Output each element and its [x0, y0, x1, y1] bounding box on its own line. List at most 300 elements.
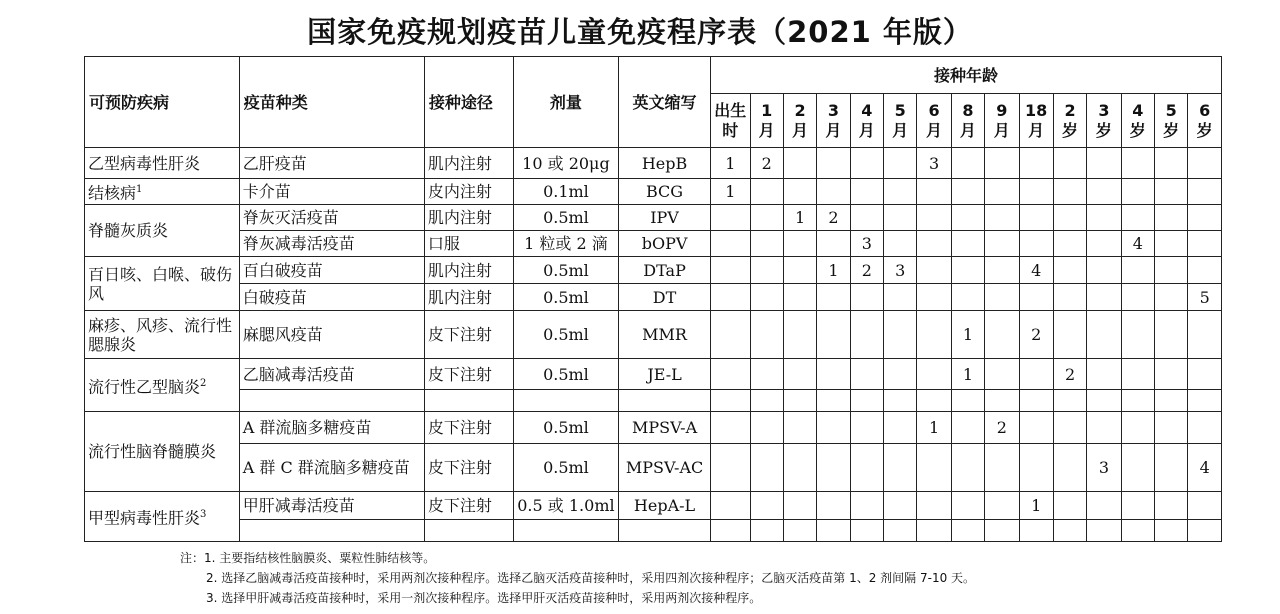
age-unit: 岁 [1095, 120, 1112, 140]
dose-cell [951, 257, 984, 284]
dose-cell [985, 520, 1019, 542]
dose-cell [817, 179, 850, 205]
dose-cell [850, 205, 883, 231]
dose-cell [1053, 390, 1086, 412]
dose-cell [1121, 179, 1154, 205]
dose-cell [1121, 284, 1154, 311]
dose-cell [783, 284, 816, 311]
footnote-marker: 3 [200, 509, 207, 521]
dose-cell [1188, 311, 1222, 359]
dose-cell [1053, 412, 1086, 444]
vaccine-cell: 百白破疫苗 [239, 257, 424, 284]
age-value: 2 [794, 100, 806, 120]
age-header-2 [783, 94, 816, 148]
dose-cell [951, 390, 984, 412]
dose-cell: 0.5ml [513, 444, 618, 492]
dose-cell: 0.5ml [513, 311, 618, 359]
age-header-8 [985, 94, 1019, 148]
dose-cell [1155, 257, 1188, 284]
age-unit: 月 [825, 120, 842, 140]
disease-cell-mening [85, 412, 240, 492]
age-unit: 时 [722, 120, 739, 140]
age-header-14 [1188, 94, 1222, 148]
table-row [85, 444, 1222, 492]
dose-cell [1053, 148, 1086, 179]
dose-cell [750, 179, 783, 205]
dose-cell [985, 444, 1019, 492]
dose-cell [1155, 284, 1188, 311]
header-dose: 剂量 [513, 57, 618, 148]
dose-cell: 10 或 20μg [513, 148, 618, 179]
dose-cell: 0.5ml [513, 359, 618, 390]
dose-cell: 0.5ml [513, 284, 618, 311]
age-unit: 岁 [1163, 120, 1180, 140]
dose-cell: 1 [711, 148, 750, 179]
table-row [85, 359, 1222, 390]
route-cell: 皮下注射 [424, 492, 513, 520]
dose-cell [1019, 359, 1053, 390]
dose-cell [850, 390, 883, 412]
age-header-13 [1155, 94, 1188, 148]
dose-cell: 2 [750, 148, 783, 179]
dose-cell [1087, 359, 1121, 390]
dose-cell [917, 311, 951, 359]
abbr-cell: MPSV-A [619, 412, 711, 444]
dose-cell: 4 [1121, 231, 1154, 257]
header-route: 接种途径 [424, 57, 513, 148]
age-value: 2 [1064, 100, 1076, 120]
dose-cell: 4 [1188, 444, 1222, 492]
dose-cell [951, 231, 984, 257]
header-vaccine: 疫苗种类 [239, 57, 424, 148]
dose-cell [1155, 179, 1188, 205]
dose-cell [817, 520, 850, 542]
dose-cell: 1 [1019, 492, 1053, 520]
age-header-7 [951, 94, 984, 148]
dose-cell [750, 444, 783, 492]
vaccine-cell: 乙肝疫苗 [239, 148, 424, 179]
age-unit: 岁 [1062, 120, 1079, 140]
dose-cell [783, 179, 816, 205]
dose-cell [711, 284, 750, 311]
dose-cell [884, 520, 917, 542]
dose-cell [711, 444, 750, 492]
dose-cell [917, 359, 951, 390]
dose-cell [1087, 311, 1121, 359]
dose-cell: 0.5 或 1.0ml [513, 492, 618, 520]
disease-cell-hepb [85, 148, 240, 179]
dose-cell [1121, 444, 1154, 492]
dose-cell [917, 492, 951, 520]
dose-cell [1188, 231, 1222, 257]
dose-cell [1019, 148, 1053, 179]
dose-cell: 3 [850, 231, 883, 257]
header-abbr: 英文缩写 [619, 57, 711, 148]
footnote-2: 2. 选择乙脑减毒活疫苗接种时，采用两剂次接种程序。选择乙脑灭活疫苗接种时，采用四剂次接种程序；乙脑灭活疫苗第 1、2 剂间隔 7-10 天。 [206, 571, 976, 585]
route-cell [424, 390, 513, 412]
abbr-cell: DT [619, 284, 711, 311]
dose-cell: 1 [917, 412, 951, 444]
dose-cell [951, 179, 984, 205]
dose-cell [850, 412, 883, 444]
dose-cell [884, 412, 917, 444]
dose-cell [1087, 492, 1121, 520]
dose-cell [1121, 390, 1154, 412]
age-header-4 [850, 94, 883, 148]
disease-cell-polio [85, 205, 240, 257]
dose-cell: 0.5ml [513, 412, 618, 444]
dose-cell [750, 231, 783, 257]
dose-cell [1155, 390, 1188, 412]
dose-cell [817, 412, 850, 444]
dose-cell [750, 205, 783, 231]
dose-cell [1188, 492, 1222, 520]
dose-cell [1053, 492, 1086, 520]
disease-cell-hepa [85, 492, 240, 542]
dose-cell [750, 492, 783, 520]
vaccine-cell: 麻腮风疫苗 [239, 311, 424, 359]
dose-cell [1019, 412, 1053, 444]
dose-cell [1155, 520, 1188, 542]
dose-cell: 1 [783, 205, 816, 231]
age-value: 3 [1098, 100, 1110, 120]
dose-cell [711, 359, 750, 390]
abbr-cell: BCG [619, 179, 711, 205]
table-row [85, 492, 1222, 520]
age-unit: 月 [858, 120, 875, 140]
route-cell: 皮下注射 [424, 412, 513, 444]
age-value: 5 [894, 100, 906, 120]
dose-cell [817, 311, 850, 359]
dose-cell [1087, 412, 1121, 444]
age-value: 4 [861, 100, 873, 120]
age-header-1 [750, 94, 783, 148]
dose-cell [783, 257, 816, 284]
dose-cell [1121, 257, 1154, 284]
dose-cell [783, 492, 816, 520]
age-unit: 月 [792, 120, 809, 140]
page-title: 国家免疫规划疫苗儿童免疫程序表（2021 年版） [307, 15, 973, 49]
disease-name: 麻疹、风疹、流行性腮腺炎 [88, 315, 233, 354]
route-cell: 肌内注射 [424, 205, 513, 231]
dose-cell [1188, 205, 1222, 231]
vaccine-cell [239, 390, 424, 412]
disease-cell-mmr [85, 311, 240, 359]
route-cell: 肌内注射 [424, 284, 513, 311]
dose-cell [711, 205, 750, 231]
vaccine-cell [239, 520, 424, 542]
age-unit: 月 [758, 120, 775, 140]
table-row [85, 311, 1222, 359]
age-header-5 [884, 94, 917, 148]
dose-cell [1019, 205, 1053, 231]
footnotes [180, 548, 975, 608]
dose-cell [985, 179, 1019, 205]
route-cell [424, 520, 513, 542]
dose-cell [783, 444, 816, 492]
dose-cell [783, 359, 816, 390]
dose-cell: 5 [1188, 284, 1222, 311]
table-row [85, 412, 1222, 444]
dose-cell [1188, 520, 1222, 542]
dose-cell [817, 148, 850, 179]
dose-cell [750, 520, 783, 542]
dose-cell [917, 284, 951, 311]
dose-cell [850, 311, 883, 359]
table-row [85, 179, 1222, 205]
dose-cell [1087, 179, 1121, 205]
dose-cell [884, 205, 917, 231]
disease-name: 结核病 [88, 183, 137, 203]
table-row [85, 205, 1222, 231]
age-value: 4 [1132, 100, 1144, 120]
dose-cell [917, 520, 951, 542]
abbr-cell: HepA-L [619, 492, 711, 520]
dose-cell [817, 284, 850, 311]
dose-cell [850, 148, 883, 179]
dose-cell [750, 359, 783, 390]
footnote-marker: 2 [200, 377, 207, 389]
dose-cell [884, 231, 917, 257]
dose-cell [1121, 359, 1154, 390]
vaccine-cell: 乙脑减毒活疫苗 [239, 359, 424, 390]
dose-cell: 2 [1019, 311, 1053, 359]
dose-cell [1188, 148, 1222, 179]
route-cell: 皮内注射 [424, 179, 513, 205]
dose-cell [985, 359, 1019, 390]
abbr-cell [619, 520, 711, 542]
dose-cell: 1 [951, 359, 984, 390]
dose-cell [917, 257, 951, 284]
dose-cell [1188, 412, 1222, 444]
disease-cell-dtp [85, 257, 240, 311]
dose-cell [850, 492, 883, 520]
dose-cell [985, 231, 1019, 257]
disease-cell-je [85, 359, 240, 412]
route-cell: 肌内注射 [424, 257, 513, 284]
route-cell: 皮下注射 [424, 444, 513, 492]
dose-cell [985, 492, 1019, 520]
dose-cell [1155, 444, 1188, 492]
dose-cell [1053, 284, 1086, 311]
age-header-11 [1087, 94, 1121, 148]
vaccine-cell: A 群 C 群流脑多糖疫苗 [239, 444, 424, 492]
dose-cell [951, 520, 984, 542]
age-unit: 月 [993, 120, 1010, 140]
age-value: 6 [1199, 100, 1211, 120]
dose-cell: 1 [951, 311, 984, 359]
dose-cell [1121, 311, 1154, 359]
dose-cell [817, 390, 850, 412]
dose-cell: 3 [917, 148, 951, 179]
route-cell: 肌内注射 [424, 148, 513, 179]
age-unit: 月 [892, 120, 909, 140]
dose-cell [985, 205, 1019, 231]
dose-cell [917, 390, 951, 412]
age-value: 1 [761, 100, 773, 120]
dose-cell [917, 231, 951, 257]
immunization-schedule-table [84, 56, 1222, 542]
dose-cell [1155, 148, 1188, 179]
dose-cell [884, 148, 917, 179]
dose-cell [750, 311, 783, 359]
dose-cell: 3 [1087, 444, 1121, 492]
dose-cell [850, 359, 883, 390]
dose-cell [1053, 444, 1086, 492]
dose-cell [1019, 444, 1053, 492]
dose-cell [750, 284, 783, 311]
disease-name: 流行性脑脊髓膜炎 [88, 442, 217, 461]
age-value: 3 [827, 100, 839, 120]
age-header-12 [1121, 94, 1154, 148]
dose-cell: 3 [884, 257, 917, 284]
dose-cell [850, 444, 883, 492]
dose-cell [1019, 520, 1053, 542]
dose-cell [951, 284, 984, 311]
header-age-group: 接种年龄 [711, 57, 1222, 94]
table-row [85, 231, 1222, 257]
age-unit: 月 [959, 120, 976, 140]
disease-name: 百日咳、白喉、破伤风 [88, 264, 233, 303]
age-value: 9 [996, 100, 1008, 120]
dose-cell [951, 205, 984, 231]
dose-cell [783, 231, 816, 257]
dose-cell [1155, 492, 1188, 520]
dose-cell [817, 231, 850, 257]
dose-cell [711, 412, 750, 444]
dose-cell [783, 148, 816, 179]
dose-cell [711, 492, 750, 520]
dose-cell: 0.1ml [513, 179, 618, 205]
abbr-cell: DTaP [619, 257, 711, 284]
abbr-cell: IPV [619, 205, 711, 231]
dose-cell: 0.5ml [513, 257, 618, 284]
dose-cell [1121, 205, 1154, 231]
dose-cell [917, 205, 951, 231]
abbr-cell: MPSV-AC [619, 444, 711, 492]
dose-cell: 2 [985, 412, 1019, 444]
dose-cell [1155, 359, 1188, 390]
dose-cell [783, 412, 816, 444]
dose-cell [917, 179, 951, 205]
dose-cell [850, 179, 883, 205]
dose-cell [1188, 390, 1222, 412]
age-unit: 岁 [1196, 120, 1213, 140]
dose-cell [711, 231, 750, 257]
age-value: 出生 [714, 100, 747, 120]
disease-name: 甲型病毒性肝炎 [88, 508, 201, 528]
dose-cell [1087, 148, 1121, 179]
abbr-cell: HepB [619, 148, 711, 179]
dose-cell [1053, 311, 1086, 359]
dose-cell: 1 [817, 257, 850, 284]
age-header-6 [917, 94, 951, 148]
age-unit: 岁 [1129, 120, 1146, 140]
dose-cell [513, 390, 618, 412]
footnote-1: 注：1. 主要指结核性脑膜炎、粟粒性肺结核等。 [180, 551, 436, 565]
vaccine-cell: 脊灰减毒活疫苗 [239, 231, 424, 257]
vaccine-cell: 甲肝减毒活疫苗 [239, 492, 424, 520]
dose-cell [1053, 231, 1086, 257]
abbr-cell: JE-L [619, 359, 711, 390]
dose-cell [985, 390, 1019, 412]
dose-cell [884, 444, 917, 492]
dose-cell [1087, 205, 1121, 231]
abbr-cell [619, 390, 711, 412]
route-cell: 皮下注射 [424, 359, 513, 390]
age-header-10 [1053, 94, 1086, 148]
dose-cell [1053, 520, 1086, 542]
footnote-3: 3. 选择甲肝减毒活疫苗接种时，采用一剂次接种程序。选择甲肝灭活疫苗接种时，采用两剂次接种程序。 [206, 591, 762, 605]
dose-cell [783, 311, 816, 359]
dose-cell [884, 390, 917, 412]
dose-cell [1155, 311, 1188, 359]
vaccine-cell: 卡介苗 [239, 179, 424, 205]
dose-cell [1155, 412, 1188, 444]
age-header-9 [1019, 94, 1053, 148]
dose-cell [1087, 231, 1121, 257]
dose-cell [817, 359, 850, 390]
dose-cell [711, 311, 750, 359]
dose-cell [711, 390, 750, 412]
dose-cell [951, 412, 984, 444]
dose-cell [985, 148, 1019, 179]
dose-cell: 1 [711, 179, 750, 205]
table-row [85, 148, 1222, 179]
dose-cell [1155, 205, 1188, 231]
age-unit: 月 [1028, 120, 1045, 140]
age-header-0 [711, 94, 750, 148]
dose-cell [817, 492, 850, 520]
route-cell: 皮下注射 [424, 311, 513, 359]
route-cell: 口服 [424, 231, 513, 257]
dose-cell [750, 412, 783, 444]
dose-cell [1121, 412, 1154, 444]
dose-cell [1188, 359, 1222, 390]
vaccine-cell: A 群流脑多糖疫苗 [239, 412, 424, 444]
dose-cell [884, 359, 917, 390]
dose-cell [1121, 492, 1154, 520]
dose-cell [917, 444, 951, 492]
dose-cell [850, 284, 883, 311]
age-value: 18 [1025, 100, 1048, 120]
dose-cell [1087, 520, 1121, 542]
dose-cell [1053, 179, 1086, 205]
dose-cell [951, 492, 984, 520]
dose-cell [884, 311, 917, 359]
dose-cell [850, 520, 883, 542]
table-row [85, 284, 1222, 311]
dose-cell [817, 444, 850, 492]
dose-cell [884, 284, 917, 311]
dose-cell [1019, 231, 1053, 257]
dose-cell [750, 390, 783, 412]
age-value: 8 [962, 100, 974, 120]
dose-cell [1121, 148, 1154, 179]
abbr-cell: MMR [619, 311, 711, 359]
dose-cell [1087, 390, 1121, 412]
dose-cell [1087, 284, 1121, 311]
dose-cell [1188, 179, 1222, 205]
dose-cell [884, 492, 917, 520]
table-row [85, 390, 1222, 412]
dose-cell [783, 520, 816, 542]
vaccine-cell: 脊灰灭活疫苗 [239, 205, 424, 231]
dose-cell [1188, 257, 1222, 284]
age-unit: 月 [926, 120, 943, 140]
table-row [85, 520, 1222, 542]
dose-cell [1053, 205, 1086, 231]
